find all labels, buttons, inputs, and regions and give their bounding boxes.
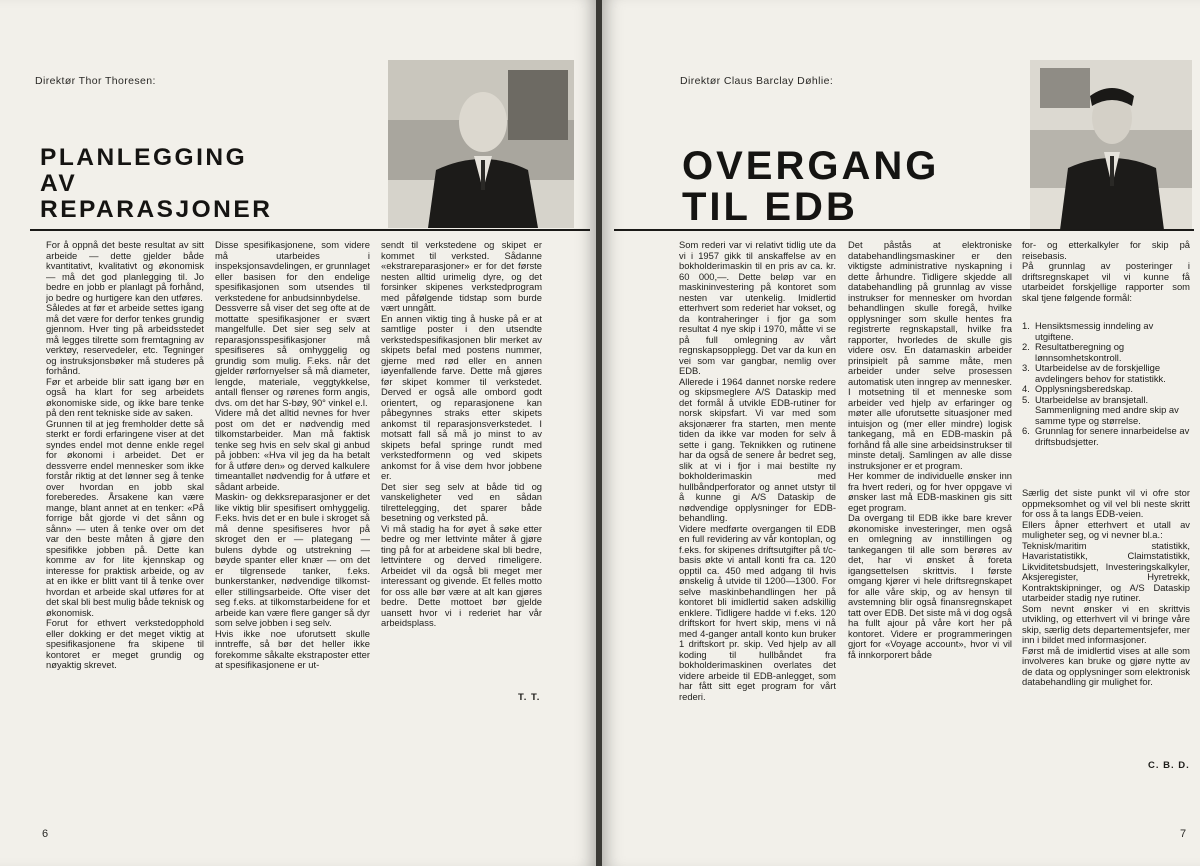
list-item-text: Opplysningsberedskap. [1035,383,1133,394]
headline-line: REPARASJONER [40,196,273,223]
headline [682,146,939,228]
page-number: 7 [1180,828,1187,840]
headline-line: PLANLEGGING [40,144,248,171]
list-item [1022,395,1190,427]
list-item-number: 4. [1022,383,1030,394]
list-item-number: 1. [1022,320,1030,331]
header-rule [614,229,1194,231]
list-item-text: Grunnlag for senere innarbeidelse av driftsbudsjetter. [1035,425,1190,447]
list-item-number: 3. [1022,362,1030,373]
list-item [1022,363,1190,384]
header-rule [30,229,590,231]
text-column: sendt til verkstedene og skipet er kommet til verksted. Sådanne «ekstrareparasjoner» er for det første nesten alltid urimelig dyre, og det forsinker skipenes verkstedprogram med påfølgende tidstap som burde vært unngått. En annen viktig ting å huske på er at samtlige poster i den utsendte verkstedspesifikasjonen blir merket av skipets befal med postens nummer, gjerne med rød eller en annen iøyenfallende farve. Dette må gjøres før skipet kommer til verkstedet. Derved er også alle ombord godt orientert, og reparasjonene kan påbegynnes straks etter skipets ankomst til reparasjonsverkstedet. I motsatt fall så må jo minst to av skipets befal springe rundt med verkstedformenn og ved skipets ankomst for å vise dem hvor jobbene er. Det sier seg selv at både tid og vanskeligheter ved en sådan tilrettelegging, det sparer både besetning og verksted på. Vi må stadig ha for øyet å søke etter bedre og mer lettvinte måter å gjøre ting på for at arbeidene skal bli bedre, lettvintere og derved rimeligere. Arbeidet vil da også bli meget mer interessant og givende. Et felles motto for oss alle bør være at alt kan gjøres bedre. Dette mottoet bør gjelde uansett hvor vi i rederiet har vår arbeidsplass. [381,240,542,628]
list-item [1022,426,1190,447]
left-page [0,0,596,866]
portrait-photo [1030,60,1192,230]
list-item-number: 6. [1022,425,1030,436]
list-item [1022,321,1190,342]
portrait-photo [388,60,574,228]
text-column: Disse spesifikasjonene, som videre må utarbeides i inspeksjonsavdelingen, er grunnlaget eller basisen for den endelige spesifikasjonen som utsendes til verkstedene for anbudsinnbydelse. Dessverre så viser det seg ofte at de mottatte spesifikasjoner er svært mangelfulle. Det sier seg selv at reparasjonsspesifikasjoner må spesifiseres så omhyggelig og grundig som mulig. F.eks. når det gjelder rørfornyelser så må diameter, lengde, materiale, veggtykkelse, antall flenser og rørenes form angis, dvs. om det har S-bøy, 90° vinkel e.l. Videre må det alltid nevnes for hver post om det er nødvendig med tilkomstarbeider. Man må faktisk tenke seg hvis en selv skal gi anbud på jobben: «Hva vil jeg da ha betalt for å utføre den» og derved kalkulere timeantallet nødvendig for å utføre et sådant arbeide. Maskin- og dekksreparasjoner er det like viktig blir spesifisert omhyggelig. F.eks. hvis det er en bule i skroget så må denne spesifiseres hvor på skroget den er — plategang — bulens dybde og utstrekning — bøyde spanter eller knær — om det er tilgrensede tanker, f.eks. bunkerstanker, nødvendige tilkomst- eller stillingsarbeide. Ofte viser det seg f.eks. at tilkomstarbeidene for et arbeide kan være flere ganger så dyr som selve jobben i seg selv. Hvis ikke noe uforutsett skulle inntreffe, så bør det heller ikke forekomme såkalte ekstraposter etter at spesifikasjonene er ut- [215,240,370,670]
list-item-text: Resultatberegning og lønnsomhetskontroll. [1035,341,1125,363]
list-item-number: 2. [1022,341,1030,352]
headline-line: AV [40,170,78,197]
author-line: Direktør Thor Thoresen: [35,75,156,87]
numbered-list [1022,321,1190,447]
right-page [602,0,1200,866]
headline-line: OVERGANG [682,144,940,188]
signature: C. B. D. [1148,760,1190,771]
list-item-text: Hensiktsmessig inndeling av utgiftene. [1035,320,1154,342]
list-item-number: 5. [1022,393,1030,405]
list-item [1022,342,1190,363]
signature: T. T. [518,692,541,703]
list-item-text: Utarbeidelse av bransjetall. Sammenligning med andre skip av samme type og størrelse. [1035,393,1179,426]
list-item-text: Utarbeidelse av de forskjellige avdelingers behov for statistikk. [1035,362,1166,384]
headline-line: TIL EDB [682,185,858,229]
text-column: for- og etterkalkyler for skip på reisebasis. På grunnlag av posteringer i driftsregnskapet vil vi kunne få utarbeidet forskjellige rapporter som skal tjene følgende formål: [1022,240,1190,303]
text-column: Som rederi var vi relativt tidlig ute da vi i 1957 gikk til anskaffelse av en bokholderimaskin til en pris av ca. kr. 60 000,—. Dette beløp var en maskininvestering på kontoret som nesten var utenkelig. Imidlertid etterhvert som rederiet har vokset, og da kontraheringer i fjor ga som resultat 4 nye skip i 1970, måtte vi se på full omlegning av vårt regnskapsopplegg. Det var da kun en vei som var gangbar, nemlig over EDB. Allerede i 1964 dannet norske redere og skipsmeglere A/S Dataskip med det formål å utvikle EDB-rutiner for norsk skipsfart. Vi var med som aksjonærer fra starten, men mente tiden da ikke var moden for selv å sette i gang. Teknikken og rutinene har da også de senere år bedret seg, slik at vi i fjor i mai bestilte ny bokholderimaskin med hullbåndperforator og annet utstyr til å kunne gi A/S Dataskip de nødvendige opplysninger for EDB-behandling. Videre medførte overgangen til EDB en full revidering av vår kontoplan, og f.eks. for skipenes driftsutgifter på t/c-basis økte vi antall konti fra ca. 120 opptil ca. 450 med adgang til hvis ønskelig å utvide til 1200—1300. For selve maskinbehandlingen her på kontoret bli imidlertid saken adskillig enklere. Tidligere hadde vi f.eks. 120 driftskort for hvert skip, mens vi nå med 4-ganger antall konto kun bruker 1 driftskort pr. skip. Ved hjelp av all koding til hullbåndet fra bokholderimaskinen overlates det videre arbeide til EDB-anlegget, som har fått sitt eget program for vårt rederi. [679,240,836,702]
author-line: Direktør Claus Barclay Døhlie: [680,75,834,87]
text-column: For å oppnå det beste resultat av sitt arbeide — dette gjelder både kvantitativt, kvalitativt og økonomisk — må det god planlegging til. Jo bedre en jobb er planlagt på forhånd, jo bedre og hurtigere kan den utføres. Således at før et arbeide settes igang må det være for derfor tenkes grundig gjennom. Hver ting på arbeidsstedet må legges tilrette som fremtagning av verktøy, reservedeler, etc. Tegninger og instruksjonsbøker må studeres på forhånd. Før et arbeide blir satt igang bør en også ha klart for seg arbeidets økonomiske side, og ikke bare tenke på den rent tekniske side av saken. Grunnen til at jeg fremholder dette så sterkt er fordi erfaringene viser at det syndes endel mot denne enkle regel for økonomi i arbeidet. Det er dessverre endel mennesker som ikke forstår riktig at det lønner seg å tenke over hvordan en jobb skal foreberedes. Årsakene kan være mange, blant annet at en tenker: «På forrige båt gjorde vi det sånn og sånn» — uten å tenke over om det var den beste måten å gjøre den spesifikke jobben på. Dette kan komme av for lite kjennskap og interesse for praktisk arbeide, og av at en ikke er blitt vant til å tenke over hvordan et arbeide skal utføres for at det skal bli best mulig både teknisk og økonomisk. Forut for ethvert verkstedopphold eller dokking er det meget viktig at spesifikasjonene fra skipene til kontoret er meget grundig og nøyaktig skrevet. [46,240,204,670]
text-column: Særlig det siste punkt vil vi ofre stor oppmeksomhet og vil vel bli neste skritt for oss å ta langs EDB-veien. Ellers åpner etterhvert et utall av muligheter seg, og vi nevner bl.a.: Teknisk/maritim statistikk, Havaristatistikk, Claimstatistikk, Likviditetsbudsjett, Investeringskalkyler, Aksjeregister, Hyretrekk, Kontraktskipninger, og A/S Dataskip utarbeider stadig nye rutiner. Som nevnt ønsker vi en skrittvis utvikling, og etterhvert vil vi bringe våre skip, særlig dets departementsjefer, mer inn i bildet med informasjoner. Først må de imidlertid vises at alle som involveres kan bruke og gjøre nytte av de data og opplysninger som elektronisk databehandling gir mulighet for. [1022,488,1190,687]
text-column: Det påstås at elektroniske databehandlingsmaskiner er den viktigste administrative nyskapning i dette århundre. Tidligere skjedde all databehandling på grunnlag av visse instrukser for mennesker om hvordan behandlingen skulle foregå, hvilke opplysninger som skulle hentes fra registrerte regnskapstall, hvilke fra rapporter, hvorledes de skulle gis videre osv. En datamaskin arbeider prinsipielt på samme måte, men arbeider under selve prosessen automatisk uten inngrep av mennesker. I motsetning til et menneske som arbeider ved hjelp av erfaringer og møter alle uforutsette situasjoner med intuisjon og (mer eller mindre) logisk tankegang, må en EDB-maskin på forhånd få alle sine arbeidsinstrukser til minste detalj. Samlingen av alle disse instruksjoner er et program. Her kommer de individuelle ønsker inn fra hvert rederi, og for hver oppgave vi ønsker last må EDB-maskinen gis sitt eget program. Da overgang til EDB ikke bare krever økonomiske investeringer, men også en omlegning av innstillingen og tankegangen til alle som berøres av det, har vi ønsket å foreta igangsettelsen skrittvis. I første omgang kjører vi hele driftsregnskapet for alle våre skip, og av hensyn til avstemning blir også finansregnskapet tatt over EDB. Det siste må vi dog også ha fullt ajour på våre kort her på kontoret. Videre er programmeringen gjort for «Voyage account», hvor vi vil få innkorporert både [848,240,1012,660]
list-item [1022,384,1190,395]
headline [40,145,272,223]
page-number: 6 [42,828,49,840]
